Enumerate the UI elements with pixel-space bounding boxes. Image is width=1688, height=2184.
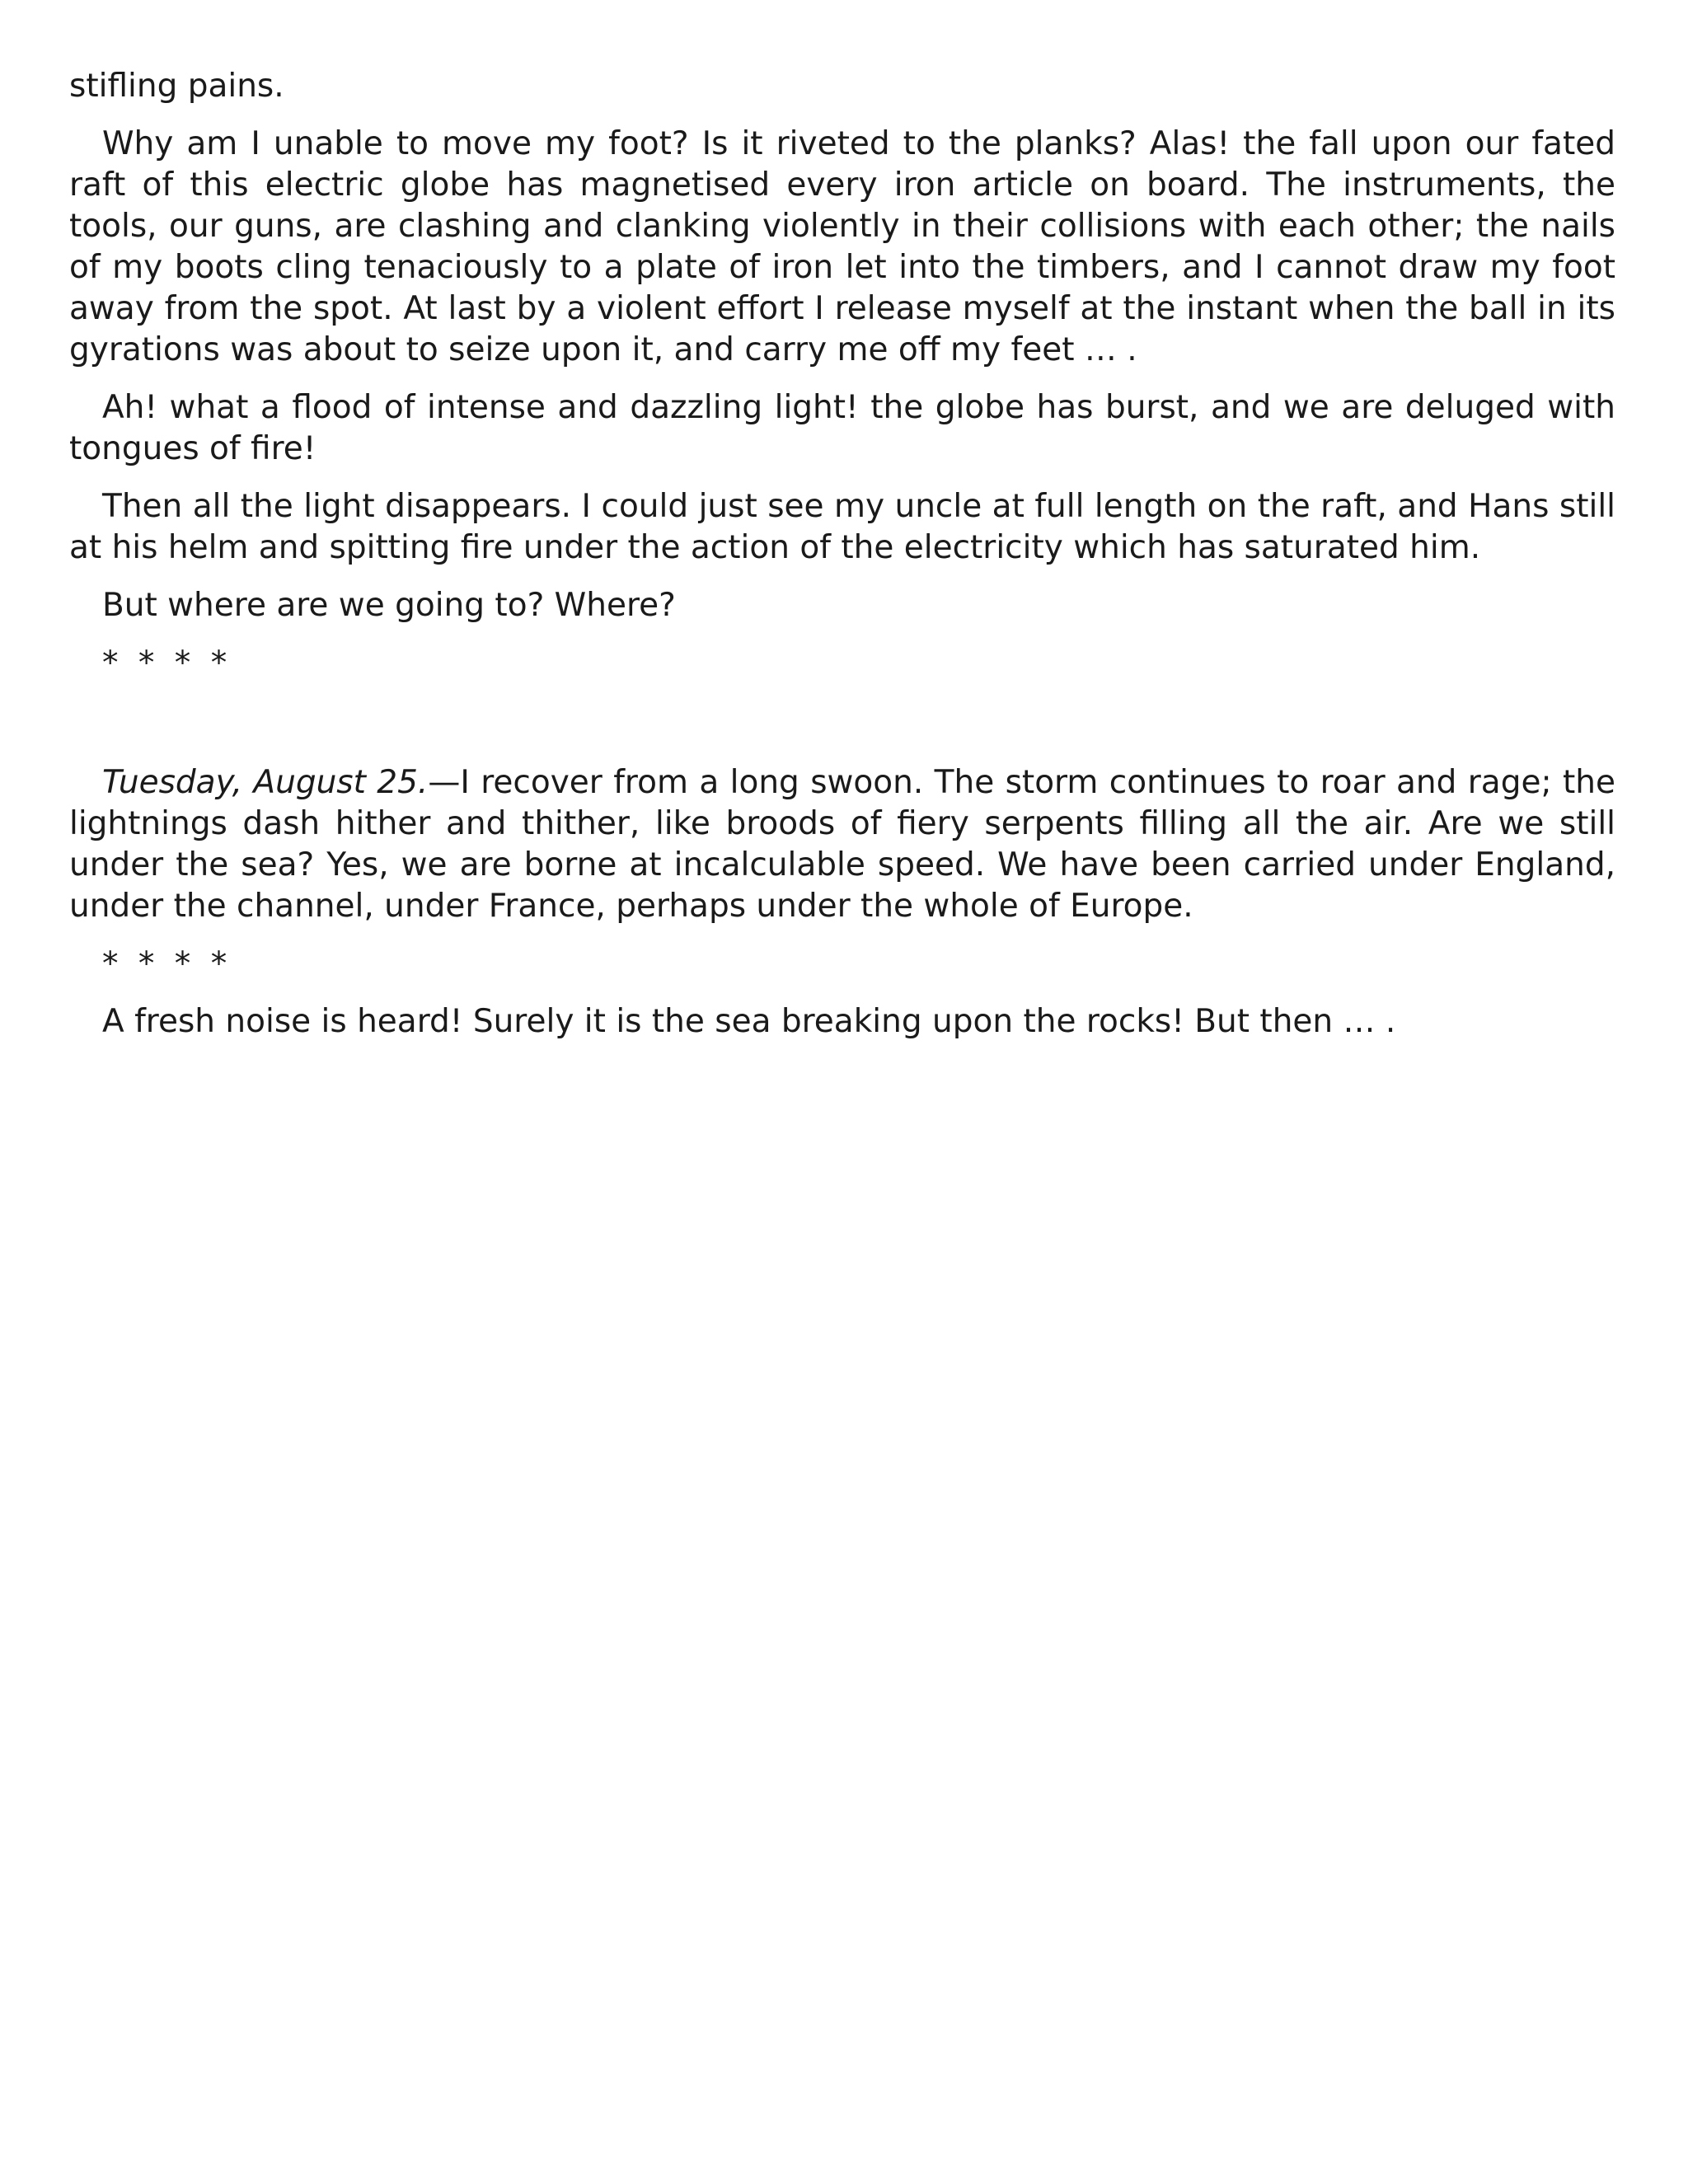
section-break-stars-2: * * * *: [102, 945, 232, 982]
paragraph-magnetised: Why am I unable to move my foot? Is it riveted to the planks? Alas! the fall upon our fated raft of this electric globe has magnetised every iron article on board. The instruments, the tools, our guns, are clashing and clanking violently in their collisions with each other; the nails of my boots cling tenaciously to a plate of iron let into the timbers, and I cannot draw my foot away from the spot. At last by a violent effort I release myself at the instant when the ball in its gyrations was about to seize upon it, and carry me off my feet … .: [69, 125, 1615, 368]
paragraph-continuation: stifling pains.: [69, 68, 284, 105]
paragraph-fresh-noise: A fresh noise is heard! Surely it is the sea breaking upon the rocks! But then … .: [102, 1003, 1396, 1040]
paragraph-flood-of-light: Ah! what a flood of intense and dazzling light! the globe has burst, and we are deluged with tongues of fire!: [69, 389, 1615, 467]
paragraph-tuesday: [69, 762, 1615, 927]
section-break-stars: * * * *: [102, 644, 232, 682]
document-page: [69, 66, 1615, 1059]
journal-date: Tuesday, August 25.: [102, 764, 429, 801]
journal-entry-text: —I recover from a long swoon. The storm continues to roar and rage; the lightnings dash hither and thither, like broods of fiery serpents filling all the air. Are we still under the sea? Yes, we are borne at incalculable speed. We have been carried under England, under the channel, under France, perhaps under the whole of Europe.: [69, 764, 1615, 925]
paragraph-where-going: But where are we going to? Where?: [102, 587, 676, 624]
paragraph-light-disappears: Then all the light disappears. I could just see my uncle at full length on the raft, and Hans still at his helm and spitting fire under the action of the electricity which has saturated him.: [69, 488, 1615, 566]
